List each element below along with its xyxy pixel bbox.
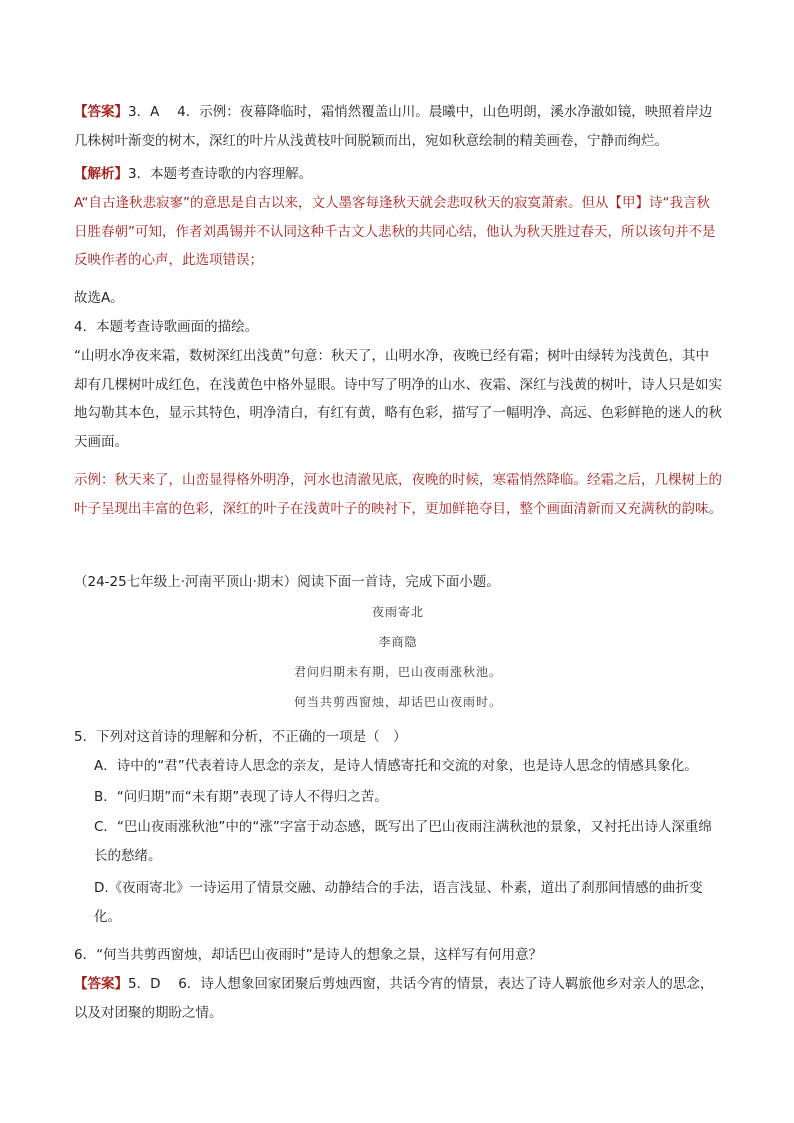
analysis-example: 示例：秋天来了，山峦显得格外明净，河水也清澈见底，夜晚的时候，寒霜悄然降临。经霜之后，几棵树上的叶子呈现出丰富的色彩，深红的叶子在浅黄叶子的映衬下，更加鲜艳夺目，整个画面清新而又充满秋的韵味。: [74, 472, 722, 517]
analysis-q4-body: “山明水净夜来霜，数树深红出浅黄”句意：秋天了，山明水净，夜晚已经有霜；树叶由绿转为浅黄色，其中却有几棵树叶成红色，在浅黄色中格外显眼。诗中写了明净的山水、夜霜、深红与浅黄的树叶，诗人只是如实地勾勒其本色，显示其特色，明净清白，有红有黄，略有色彩，描写了一幅明净、高远、色彩鲜艳的迷人的秋天画面。: [74, 348, 722, 450]
q5-option-b: B．“问归期”而“未有期”表现了诗人不得归之苦。: [94, 789, 388, 805]
poem-title: 夜雨寄北: [371, 605, 424, 619]
answer-text-2: 5．D 6．诗人想象回家团聚后剪烛西窗，共话今宵的情景，表达了诗人羁旅他乡对亲人的思念，以及对团聚的期盼之情。: [74, 976, 714, 1021]
analysis-option-a: A“自古逢秋悲寂寥”的意思是自古以来，文人墨客每逢秋天就会悲叹秋天的寂寞萧索。但从【甲】诗“我言秋日胜春朝”可知，作者刘禹锡并不认同这种千古文人悲秋的共同心结，他认为秋天胜过春天，所以该句并不是反映作者的心声，此选项错误；: [74, 195, 716, 268]
poem-line-1: 君问归期未有期，巴山夜雨涨秋池。: [293, 665, 502, 679]
q6-stem: 6．“何当共剪西窗烛，却话巴山夜雨时”是诗人的想象之景，这样写有何用意？: [74, 947, 543, 963]
answer-tag: 【答案】: [74, 104, 128, 120]
poem-line-2: 何当共剪西窗烛，却话巴山夜雨时。: [293, 695, 502, 709]
poem-author: 李商隐: [378, 635, 418, 649]
q5-stem: 5．下列对这首诗的理解和分析，不正确的一项是（ ）: [74, 729, 407, 745]
q5-option-c: C．“巴山夜雨涨秋池”中的“涨”字富于动态感，既写出了巴山夜雨注满秋池的景象，又衬托出诗人深重绵长的愁绪。: [94, 819, 712, 864]
answer-tag-2: 【答案】: [74, 976, 128, 992]
answer-text: 3．A 4．示例：夜幕降临时，霜悄然覆盖山川。晨曦中，山色明朗，溪水净澈如镜，映照着岸边几株树叶渐变的树木，深红的叶片从浅黄枝叶间脱颖而出，宛如秋意绘制的精美画卷，宁静而绚烂。: [74, 104, 713, 149]
q5-option-d: D.《夜雨寄北》一诗运用了情景交融、动静结合的手法，语言浅显、朴素，道出了刹那间情感的曲折变化。: [94, 880, 703, 925]
analysis-heading: [74, 160, 722, 189]
analysis-q4-title: 4．本题考查诗歌画面的描绘。: [74, 319, 259, 335]
q5-option-a: A．诗中的“君”代表着诗人思念的亲友，是诗人情感寄托和交流的对象，也是诗人思念的情感具象化。: [94, 758, 698, 774]
answer-block-1: [74, 98, 722, 155]
analysis-choice: 故选A。: [74, 290, 124, 306]
answer-block-2: [74, 970, 722, 1027]
question-source: （24-25七年级上·河南平顶山·期末）阅读下面一首诗，完成下面小题。: [74, 574, 500, 590]
analysis-tag: 【解析】: [74, 166, 128, 182]
analysis-q3-title: 3．本题考查诗歌的内容理解。: [128, 166, 313, 182]
